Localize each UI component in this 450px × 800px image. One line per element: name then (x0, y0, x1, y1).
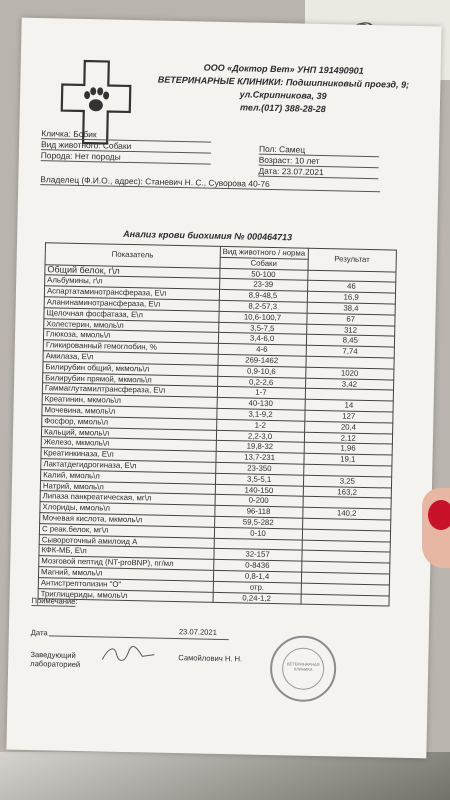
patient-nickname: Кличка: Бобик (41, 128, 211, 143)
row-indicator: С реак.белок, мг\л (39, 523, 214, 537)
row-norm: 3,1-9,2 (216, 408, 304, 421)
row-result: 140,2 (302, 507, 391, 520)
patient-sex: Пол: Самец (259, 144, 379, 158)
row-norm: 8,9-48,5 (219, 290, 307, 303)
row-result: 127 (304, 410, 393, 423)
header-result: Результат (308, 248, 397, 271)
row-norm: 3,5-7,5 (218, 322, 306, 335)
row-result: 1020 (305, 367, 394, 380)
row-norm: 3,5-5,1 (215, 473, 303, 486)
lab-report-sheet (6, 18, 441, 759)
row-indicator: Кальций, ммоль\л (41, 426, 216, 440)
row-result: 38,4 (307, 302, 396, 315)
clinic-address: ВЕТЕРИНАРНЫЕ КЛИНИКИ: Подшипниковый проезд, 9; (157, 74, 410, 90)
clinic-header (138, 60, 429, 118)
notes-label: Примечание: (31, 596, 78, 606)
row-norm: 10,6-100,7 (218, 311, 306, 324)
row-indicator: Гликированный гемоглобин, % (43, 340, 218, 354)
row-result: 46 (307, 281, 396, 294)
row-norm: 19,8-32 (216, 441, 304, 454)
row-norm: 1-2 (216, 419, 304, 432)
row-norm: 23-39 (219, 279, 307, 292)
row-result: 7,74 (306, 345, 395, 358)
row-indicator: Антистрептолизин "О" (38, 577, 213, 591)
row-indicator: Мочевина, ммоль\л (42, 405, 217, 419)
row-indicator: Щелочная фосфатаза, Е\л (44, 307, 219, 321)
fingernail (428, 500, 450, 530)
row-indicator: Аспартатаминотрансфераза, Е\л (44, 286, 219, 300)
row-result: 14 (305, 399, 394, 412)
row-norm: 0-200 (215, 495, 303, 508)
row-indicator: Альбумины, г\л (45, 275, 220, 289)
row-indicator: Мозговой пептид (NT-proBNP), пг/мл (39, 556, 214, 570)
row-norm: 13,7-231 (216, 451, 304, 464)
background-fabric (0, 752, 450, 800)
row-norm: 0-8436 (213, 559, 301, 572)
row-norm: 0,2-2,6 (217, 376, 305, 389)
row-result: 19,1 (303, 453, 392, 466)
row-indicator: Креатинкиназа, Е\л (41, 448, 216, 462)
row-indicator: Аланинаминотрансфераза, Е\л (44, 297, 219, 311)
patient-age: Возраст: 10 лет (259, 155, 379, 169)
row-norm: 8,2-57,3 (219, 300, 307, 313)
row-norm: отр. (213, 581, 301, 594)
header-norm: Вид животного / норма (220, 246, 308, 259)
patient-breed: Порода: Нет породы (41, 150, 211, 165)
row-result: 163,2 (303, 486, 392, 499)
head-label-1: Заведующий (30, 650, 76, 660)
head-name: Самойлович Н. Н. (178, 653, 243, 664)
header-species: Собаки (220, 257, 308, 270)
row-norm: 50-100 (219, 268, 307, 281)
row-norm: 0,24-1,2 (213, 592, 301, 605)
row-indicator: Триглицериды, ммоль\л (38, 588, 213, 602)
row-result: 3,42 (305, 378, 394, 391)
row-norm: 0,8-1,4 (213, 570, 301, 583)
row-result: 20,4 (304, 421, 393, 434)
row-indicator: Общий белок, г\л (45, 264, 220, 278)
row-result: 3,25 (303, 475, 392, 488)
row-result: 67 (306, 313, 395, 326)
header-indicator: Показатель (45, 243, 220, 268)
clinic-name: ООО «Доктор Вет» УНП 191490901 (203, 62, 364, 76)
row-indicator: Амилаза, Е\л (43, 351, 218, 365)
row-norm: 59,5-282 (214, 516, 302, 529)
row-norm: 140-150 (215, 484, 303, 497)
row-indicator: Холестерин, ммоль\л (44, 318, 219, 332)
row-indicator: Мочевая кислота, мкмоль\л (40, 513, 215, 527)
row-result: 16,9 (307, 291, 396, 304)
report-title: Анализ крови биохимия № 000464713 (123, 228, 293, 243)
results-table (38, 242, 397, 607)
row-norm: 2,2-3,0 (216, 430, 304, 443)
report-date: Дата: 23.07.2021 (258, 166, 378, 180)
row-norm: 1-7 (217, 387, 305, 400)
row-indicator: Билирубин прямой, мкмоль\л (43, 372, 218, 386)
owner-info: Владелец (Ф.И.О., адрес): Станевич Н. С., Суворова 40-76 (40, 174, 380, 192)
row-indicator: КФК-МБ, Е\л (39, 545, 214, 559)
row-indicator: Натрий, ммоль\л (40, 480, 215, 494)
row-indicator: Креатинин, мкмоль\л (42, 394, 217, 408)
row-norm: 32-157 (213, 549, 301, 562)
patient-species: Вид животного: Собаки (41, 139, 211, 154)
clinic-phone: тел.(017) 388-28-28 (239, 102, 326, 115)
row-indicator: Железо, мкмоль\л (41, 437, 216, 451)
row-norm: 3,4-6,0 (218, 333, 306, 346)
row-result: 1,96 (304, 443, 393, 456)
row-norm: 269-1462 (218, 354, 306, 367)
row-indicator: Лактатдегидрогиназа, Е\л (41, 459, 216, 473)
row-indicator: Фосфор, ммоль\л (42, 415, 217, 429)
row-norm: 0-10 (214, 527, 302, 540)
row-norm: 96-118 (214, 505, 302, 518)
head-label-2: лабораторией (30, 659, 81, 670)
row-result: 312 (306, 324, 395, 337)
row-indicator: Билирубин общий, мкмоль\л (43, 361, 218, 375)
row-indicator: Глюкоза, ммоль\л (43, 329, 218, 343)
date-label: Дата (30, 628, 48, 638)
clinic-stamp: ВЕТЕРИНАРНАЯ КЛИНИКА (269, 635, 336, 702)
row-norm: 4-6 (218, 344, 306, 357)
row-indicator: Калий, ммоль\л (41, 469, 216, 483)
row-result (301, 594, 390, 607)
row-indicator: Магний, ммоль\л (38, 567, 213, 581)
row-indicator: Липаза панкреатическая, мг\л (40, 491, 215, 505)
date-value: 23.07.2021 (178, 627, 217, 637)
row-indicator: Хлориды, ммоль\л (40, 502, 215, 516)
clinic-address-2: ул.Скрипникова, 39 (239, 89, 327, 102)
row-norm: 23-350 (215, 462, 303, 475)
row-indicator: Гаммаглутамилтрансфераза, Е\л (42, 383, 217, 397)
row-result: 8,45 (306, 335, 395, 348)
signature-icon (98, 641, 159, 668)
row-result: 2,12 (304, 432, 393, 445)
row-indicator: Сывороточный амилоид А (39, 534, 214, 548)
row-norm: 0,9-10,6 (217, 365, 305, 378)
row-norm: 40-130 (217, 398, 305, 411)
